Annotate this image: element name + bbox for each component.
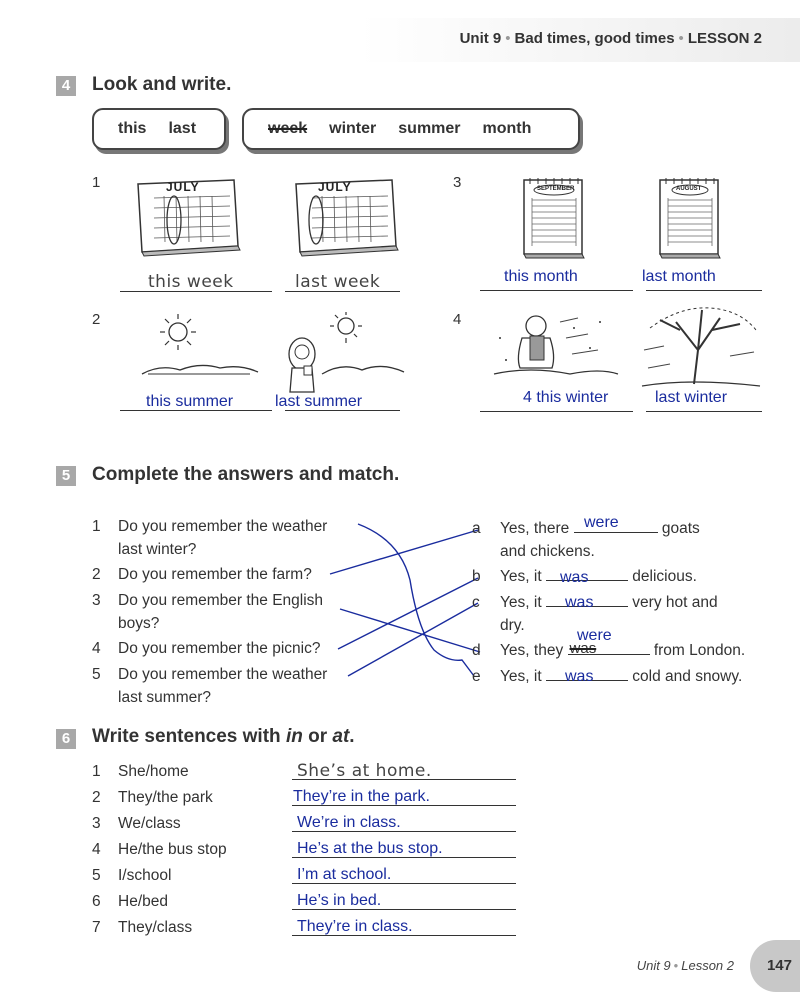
match-line-5c bbox=[348, 603, 478, 676]
answer-c-pre: Yes, it bbox=[500, 594, 542, 611]
answer-2b: last summer bbox=[275, 393, 363, 410]
sentence-7-prompt: They/class bbox=[118, 919, 193, 936]
answer-1b: last week bbox=[295, 272, 381, 292]
sentence-7-number: 7 bbox=[92, 919, 101, 936]
match-line-4b bbox=[338, 578, 478, 649]
q2-text: Do you remember the farm? bbox=[118, 566, 312, 583]
answer-b-pre: Yes, it bbox=[500, 568, 542, 585]
q2-number: 2 bbox=[92, 566, 101, 583]
q5-number: 5 bbox=[92, 666, 101, 683]
section-6-title-in: in bbox=[285, 726, 303, 747]
answer-b-fill: was bbox=[560, 569, 589, 586]
answer-e-fill: was bbox=[565, 668, 594, 685]
calendar-1a-month: JULY bbox=[166, 180, 200, 194]
q1-line1: Do you remember the weather bbox=[118, 518, 328, 535]
answer-b-post: delicious. bbox=[632, 568, 697, 585]
answer-d-letter: d bbox=[472, 642, 481, 659]
sentence-2-number: 2 bbox=[92, 789, 101, 806]
answer-c-letter: c bbox=[472, 594, 480, 611]
footer-unit: Unit 9 bbox=[636, 958, 671, 973]
item-2-number: 2 bbox=[92, 311, 101, 328]
match-line-2a bbox=[330, 530, 478, 574]
sentence-6-number: 6 bbox=[92, 893, 101, 910]
sentence-3-number: 3 bbox=[92, 815, 101, 832]
answer-4a: 4 this winter bbox=[523, 389, 609, 406]
header-lesson: LESSON 2 bbox=[687, 30, 762, 47]
page-footer: Unit 9 • Lesson 2 bbox=[636, 958, 734, 973]
answer-c-line2: dry. bbox=[500, 617, 525, 634]
q1-line2: last winter? bbox=[118, 541, 197, 558]
answer-a-line2: and chickens. bbox=[500, 543, 595, 560]
answer-e-text bbox=[500, 665, 742, 688]
section-5-badge: 5 bbox=[56, 466, 76, 486]
sentence-3-prompt: We/class bbox=[118, 815, 181, 832]
q4-number: 4 bbox=[92, 640, 101, 657]
answer-c-fill: was bbox=[565, 594, 594, 611]
word-last: last bbox=[168, 120, 197, 137]
sentence-2-answer: They’re in the park. bbox=[293, 788, 430, 805]
sentence-6-prompt: He/bed bbox=[118, 893, 168, 910]
sentence-4-prompt: He/the bus stop bbox=[118, 841, 227, 858]
answer-d-pre: Yes, they bbox=[500, 642, 564, 659]
calendar-1b-month: JULY bbox=[318, 180, 352, 194]
header-unit: Unit 9 bbox=[459, 30, 502, 47]
section-6-title bbox=[92, 726, 355, 748]
word-summer: summer bbox=[398, 120, 461, 137]
sentence-4-number: 4 bbox=[92, 841, 101, 858]
section-6-badge: 6 bbox=[56, 729, 76, 749]
word-winter: winter bbox=[329, 120, 377, 137]
page-number: 147 bbox=[766, 957, 792, 974]
answer-c-post: very hot and bbox=[632, 594, 718, 611]
answer-4b: last winter bbox=[655, 389, 728, 406]
sentence-1-number: 1 bbox=[92, 763, 101, 780]
answer-b-text bbox=[500, 565, 697, 588]
section-5-title: Complete the answers and match. bbox=[92, 464, 400, 485]
sentence-1-prompt: She/home bbox=[118, 763, 189, 780]
sentence-5-prompt: I/school bbox=[118, 867, 172, 884]
sentence-2-prompt: They/the park bbox=[118, 789, 213, 806]
q3-number: 3 bbox=[92, 592, 101, 609]
q1-number: 1 bbox=[92, 518, 101, 535]
q5-line2: last summer? bbox=[118, 689, 212, 706]
answer-3b: last month bbox=[642, 268, 716, 285]
answer-e-pre: Yes, it bbox=[500, 668, 542, 685]
word-this: this bbox=[118, 120, 147, 137]
item-3-number: 3 bbox=[453, 174, 462, 191]
footer-lesson: Lesson 2 bbox=[681, 958, 734, 973]
q4-text: Do you remember the picnic? bbox=[118, 640, 321, 657]
item-1-number: 1 bbox=[92, 174, 101, 191]
match-line-3d bbox=[340, 609, 480, 652]
item-4-number: 4 bbox=[453, 311, 462, 328]
calendar-3b-month: AUGUST bbox=[676, 186, 702, 192]
sentence-7-answer: They’re in class. bbox=[297, 918, 413, 935]
answer-b-letter: b bbox=[472, 568, 481, 585]
sentence-4-answer: He’s at the bus stop. bbox=[297, 840, 443, 857]
sentence-5-answer: I’m at school. bbox=[297, 866, 392, 883]
section-4-title: Look and write. bbox=[92, 74, 232, 95]
answer-1a: this week bbox=[148, 272, 234, 292]
answer-d-post: from London. bbox=[653, 642, 746, 659]
q3-line2: boys? bbox=[118, 615, 160, 632]
section-6-title-end: . bbox=[349, 726, 355, 747]
answer-a-pre: Yes, there bbox=[500, 520, 570, 537]
answer-d-fill: were bbox=[577, 627, 612, 644]
sentence-3-answer: We’re in class. bbox=[297, 814, 401, 831]
word-month: month bbox=[482, 120, 532, 137]
page-header: Unit 9 • Bad times, good times • LESSON 2 bbox=[459, 30, 762, 47]
answer-e-post: cold and snowy. bbox=[632, 668, 743, 685]
sentence-1-answer: She’s at home. bbox=[297, 761, 432, 781]
answer-2a: this summer bbox=[146, 393, 234, 410]
q3-line1: Do you remember the English bbox=[118, 592, 324, 609]
answer-e-letter: e bbox=[472, 668, 481, 685]
word-week-crossed: week bbox=[268, 120, 308, 137]
answer-a-letter: a bbox=[472, 520, 481, 537]
answer-d-text bbox=[500, 639, 745, 662]
sentence-5-number: 5 bbox=[92, 867, 101, 884]
calendar-3a-month: SEPTEMBER bbox=[537, 186, 575, 192]
section-6-title-pre: Write sentences with bbox=[92, 726, 281, 747]
answer-3a: this month bbox=[504, 268, 578, 285]
answer-a-fill: were bbox=[584, 514, 619, 531]
section-6-title-or: or bbox=[308, 726, 328, 747]
sentence-6-answer: He’s in bed. bbox=[297, 892, 382, 909]
match-line-1e bbox=[358, 524, 474, 676]
answer-a-post: goats bbox=[661, 520, 700, 537]
section-4-badge: 4 bbox=[56, 76, 76, 96]
answer-d-crossed: was bbox=[569, 640, 597, 657]
q5-line1: Do you remember the weather bbox=[118, 666, 328, 683]
header-title: Bad times, good times bbox=[514, 30, 675, 47]
section-6-title-at: at bbox=[332, 726, 350, 747]
